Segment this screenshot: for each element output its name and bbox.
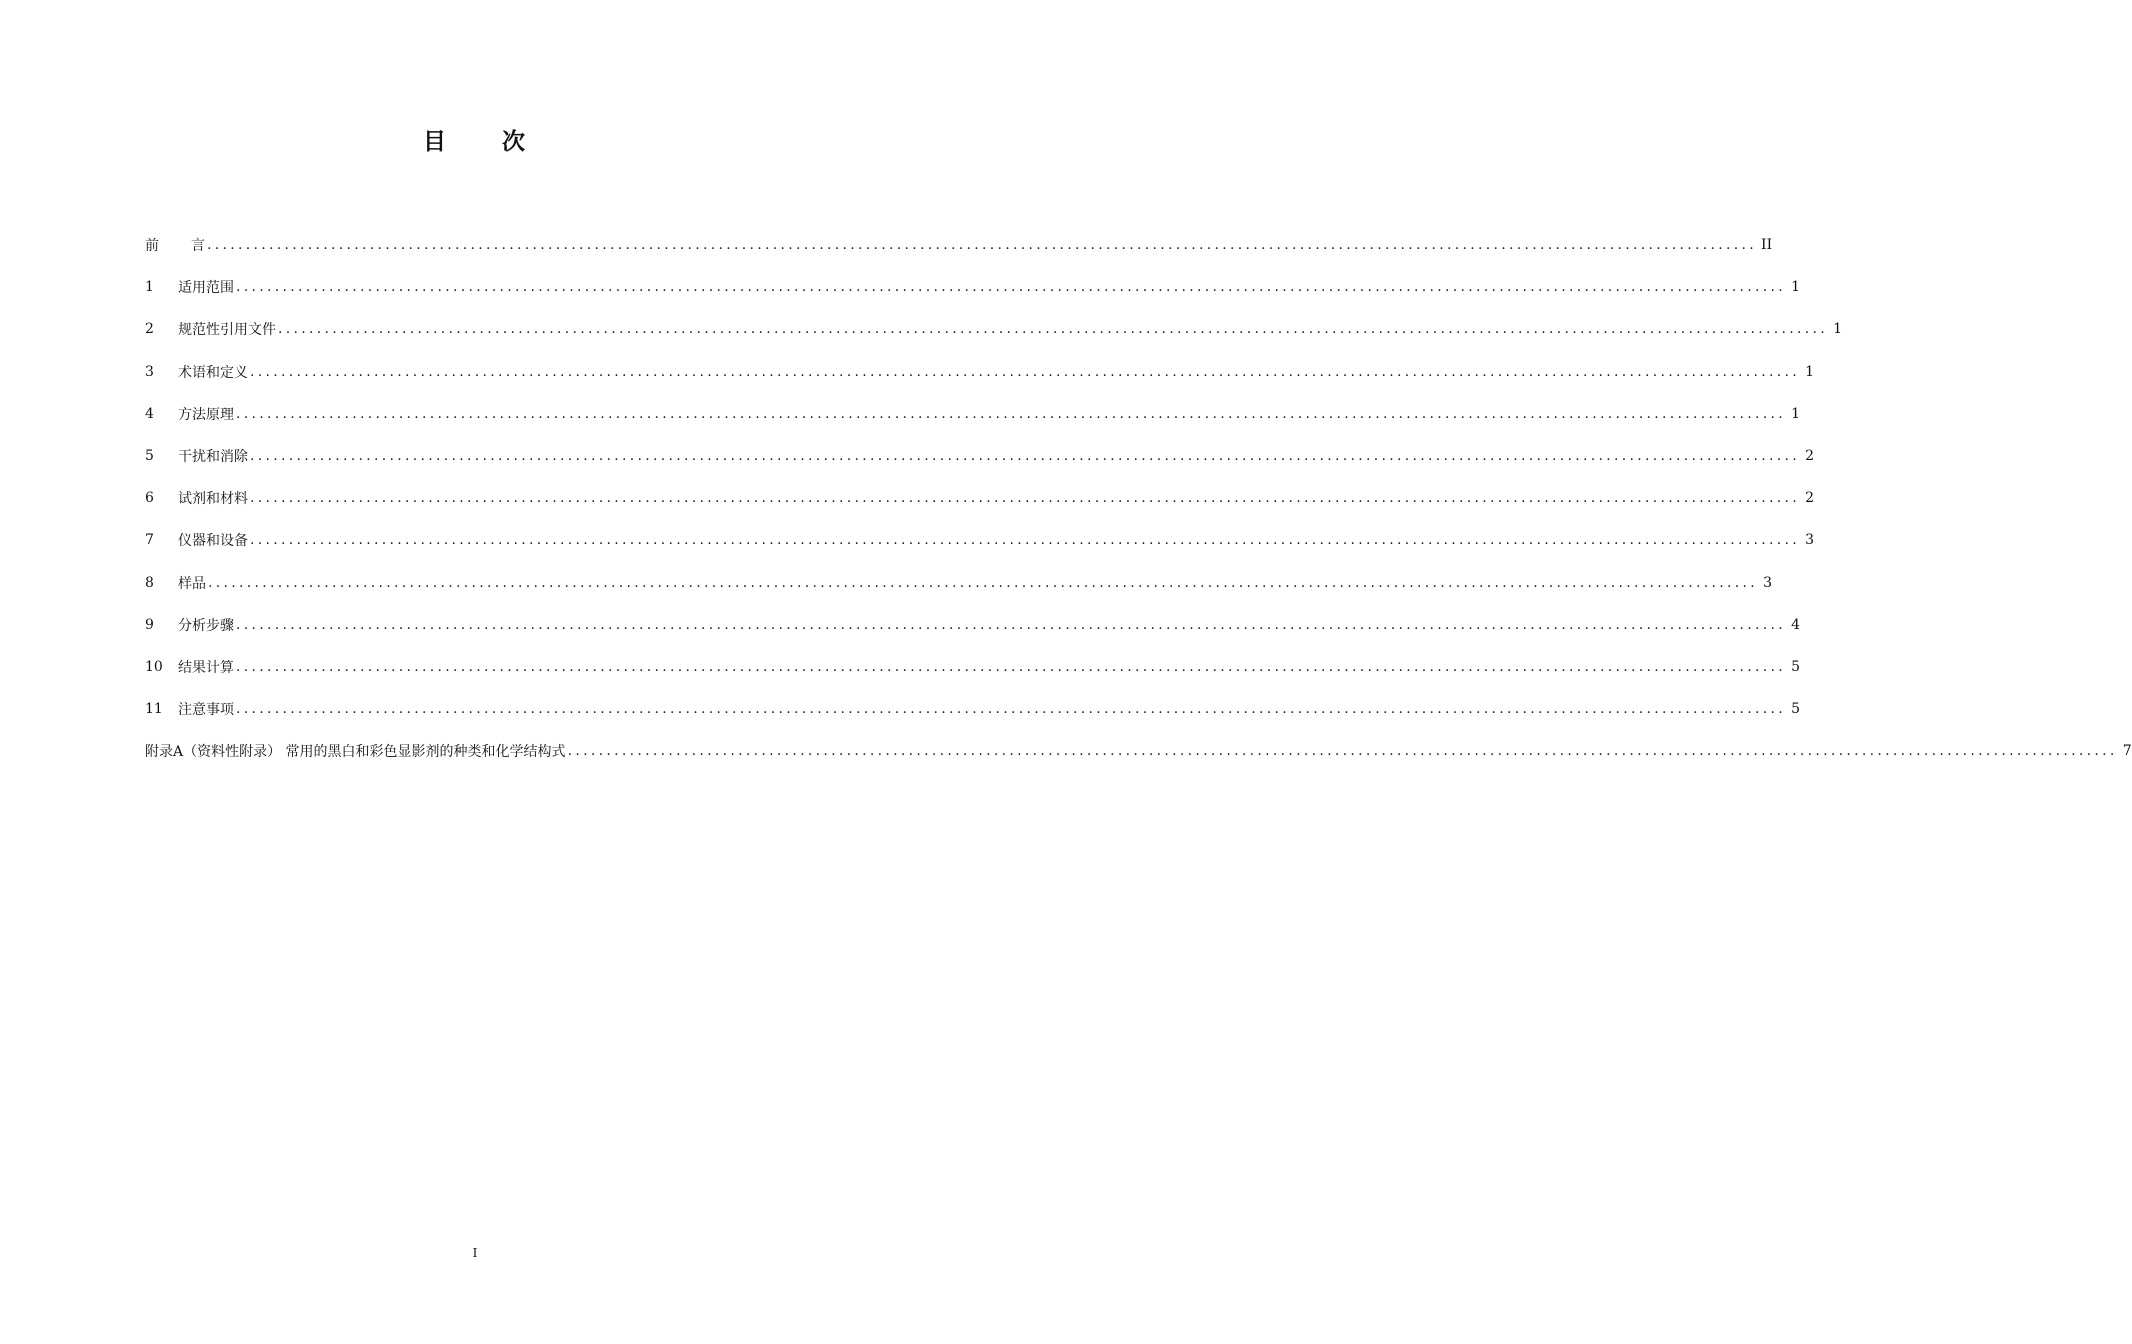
toc-page-number: 4 — [1791, 616, 1801, 633]
toc-entry-number: 1 — [145, 279, 154, 296]
toc-entry-number: 2 — [145, 321, 154, 338]
toc-leader-dots: ........................................................................................................................................................................................................ — [236, 701, 1787, 718]
toc-entry-label: 试剂和材料 — [178, 491, 248, 508]
toc-entry-number: 8 — [145, 574, 154, 591]
toc-entry-label: 仪器和设备 — [178, 533, 248, 550]
footer-page-number: I — [472, 1246, 478, 1260]
toc-leader-dots: ........................................................................................................................................................................................................ — [236, 279, 1787, 296]
toc-entry[interactable] — [145, 351, 1815, 393]
table-of-contents — [145, 224, 2132, 772]
toc-entry-number: 3 — [145, 363, 154, 380]
toc-entry-label: 附录A（资料性附录） 常用的黑白和彩色显影剂的种类和化学结构式 — [145, 744, 566, 761]
toc-entry[interactable] — [145, 435, 1815, 477]
toc-leader-dots: ........................................................................................................................................................................................................ — [250, 363, 1801, 380]
toc-entry[interactable] — [145, 604, 1801, 646]
toc-leader-dots: ........................................................................................................................................................................................................ — [236, 405, 1787, 422]
toc-leader-dots: ........................................................................................................................................................................................................ — [208, 574, 1759, 591]
toc-page-number: 7 — [2122, 743, 2132, 760]
toc-page-number: 3 — [1763, 574, 1773, 591]
toc-entry-label: 方法原理 — [178, 406, 234, 423]
toc-page-number: 5 — [1791, 701, 1801, 718]
toc-entry-label: 前 言 — [145, 238, 205, 255]
toc-entry[interactable] — [145, 477, 1815, 519]
toc-leader-dots: ........................................................................................................................................................................................................ — [250, 490, 1801, 507]
toc-entry-number: 6 — [145, 490, 154, 507]
toc-entry-label: 注意事项 — [178, 702, 234, 719]
toc-leader-dots: ........................................................................................................................................................................................................ — [250, 532, 1801, 549]
toc-leader-dots: ........................................................................................................................................................................................................ — [250, 448, 1801, 465]
toc-page-number: 2 — [1805, 490, 1815, 507]
toc-leader-dots: ........................................................................................................................................................................................................ — [207, 237, 1758, 254]
toc-entry-label: 规范性引用文件 — [178, 322, 276, 339]
toc-entry-label: 样品 — [178, 575, 206, 592]
toc-page-number: 1 — [1791, 279, 1801, 296]
toc-entry-label: 干扰和消除 — [178, 449, 248, 466]
toc-page-number: II — [1761, 237, 1773, 254]
toc-page-number: 1 — [1805, 363, 1815, 380]
toc-entry-label: 分析步骤 — [178, 617, 234, 634]
toc-entry-number: 5 — [145, 448, 154, 465]
toc-entry-number: 7 — [145, 532, 154, 549]
toc-entry[interactable] — [145, 266, 1801, 308]
toc-entry[interactable] — [145, 393, 1801, 435]
toc-page-number: 2 — [1805, 448, 1815, 465]
toc-entry-number: 9 — [145, 616, 154, 633]
toc-leader-dots: ........................................................................................................................................................................................................ — [567, 743, 2118, 760]
toc-entry-foreword[interactable] — [145, 224, 1773, 266]
toc-entry[interactable] — [145, 562, 1773, 604]
toc-entry-label: 适用范围 — [178, 280, 234, 297]
toc-entry-number: 11 — [145, 701, 163, 718]
page-title-char: 目 — [423, 129, 448, 155]
toc-leader-dots: ........................................................................................................................................................................................................ — [236, 658, 1787, 675]
toc-entry-number: 10 — [145, 658, 163, 675]
toc-leader-dots: ........................................................................................................................................................................................................ — [236, 616, 1787, 633]
page-title-char: 次 — [502, 129, 527, 155]
toc-entry-label: 术语和定义 — [178, 364, 248, 381]
toc-entry-appendix[interactable] — [145, 730, 2132, 772]
toc-leader-dots: ........................................................................................................................................................................................................ — [278, 321, 1829, 338]
toc-page-number: 1 — [1791, 405, 1801, 422]
toc-entry[interactable] — [145, 519, 1815, 561]
toc-entry[interactable] — [145, 688, 1801, 730]
toc-page-number: 3 — [1805, 532, 1815, 549]
toc-page-number: 5 — [1791, 658, 1801, 675]
toc-entry-label: 结果计算 — [178, 659, 234, 676]
toc-entry-number: 4 — [145, 405, 154, 422]
toc-page-number: 1 — [1833, 321, 1843, 338]
toc-entry[interactable] — [145, 646, 1801, 688]
page-title — [0, 122, 950, 162]
toc-entry[interactable] — [145, 308, 1843, 350]
